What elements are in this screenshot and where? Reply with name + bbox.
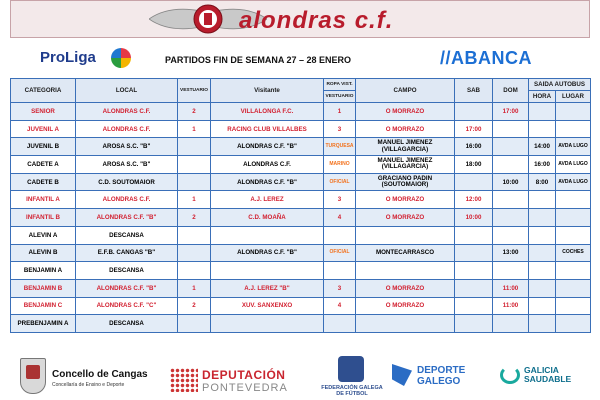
header-dom: DOM xyxy=(493,79,529,103)
cell-local: ALONDRAS C.F. "B" xyxy=(76,279,178,297)
cell-hora: 16:00 xyxy=(529,156,556,174)
cell-local: ALONDRAS C.F. xyxy=(76,191,178,209)
cell-sab: 18:00 xyxy=(455,156,493,174)
cell-dom: 13:00 xyxy=(493,244,529,262)
table-row xyxy=(11,120,591,138)
cangas-name: Concello de Cangas xyxy=(52,369,148,380)
table-row xyxy=(11,191,591,209)
cell-dom: 17:00 xyxy=(493,103,529,121)
fgf-logo xyxy=(312,356,392,400)
header-salida-autobus: SAIDA AUTOBUS xyxy=(529,79,591,91)
cell-campo: O MORRAZO xyxy=(356,209,455,227)
cell-vestuario-visitante: 3 xyxy=(324,191,356,209)
cell-campo: O MORRAZO xyxy=(356,279,455,297)
table-row xyxy=(11,103,591,121)
cell-dom xyxy=(493,209,529,227)
cell-hora xyxy=(529,120,556,138)
cell-lugar xyxy=(556,297,591,315)
table-row xyxy=(11,156,591,174)
header-vestuario-local: VESTUARIO xyxy=(178,79,211,103)
table-row xyxy=(11,262,591,280)
cell-campo xyxy=(356,315,455,333)
cell-sab xyxy=(455,173,493,191)
cell-dom xyxy=(493,191,529,209)
galicia-saudable-mark-icon xyxy=(500,366,520,384)
cell-visitante: A.J. LEREZ "B" xyxy=(211,279,324,297)
cell-vestuario-local: 1 xyxy=(178,279,211,297)
cell-lugar xyxy=(556,191,591,209)
gs-line1: GALICIA xyxy=(524,365,559,375)
fgf-line2: DE FÚTBOL xyxy=(336,391,368,397)
deporte-galego-logo xyxy=(392,360,502,400)
cell-vestuario-local xyxy=(178,156,211,174)
cell-hora: 8:00 xyxy=(529,173,556,191)
cell-lugar: AVDA LUGO xyxy=(556,173,591,191)
cell-local: AROSA S.C. "B" xyxy=(76,138,178,156)
cell-campo: GRACIANO PADIN (SOUTOMAIOR) xyxy=(356,173,455,191)
cell-vestuario-visitante: 4 xyxy=(324,297,356,315)
cell-hora xyxy=(529,297,556,315)
club-banner xyxy=(10,0,590,38)
cell-lugar xyxy=(556,262,591,280)
abanca-logo: //ABANCA xyxy=(440,48,532,68)
cell-campo xyxy=(356,262,455,280)
cell-visitante: XUV. SANXENXO xyxy=(211,297,324,315)
cell-dom: 11:00 xyxy=(493,297,529,315)
fgf-text xyxy=(312,385,392,397)
table-row xyxy=(11,315,591,333)
header-campo: CAMPO xyxy=(356,79,455,103)
cell-vestuario-visitante: 4 xyxy=(324,209,356,227)
cell-visitante xyxy=(211,226,324,244)
cell-vestuario-local xyxy=(178,262,211,280)
cell-categoria: ALEVIN A xyxy=(11,226,76,244)
cell-dom: 11:00 xyxy=(493,279,529,297)
cell-vestuario-visitante: TURQUESA xyxy=(324,138,356,156)
cell-vestuario-local: 2 xyxy=(178,103,211,121)
cell-campo: MONTECARRASCO xyxy=(356,244,455,262)
cell-hora xyxy=(529,103,556,121)
cell-visitante: ALONDRAS C.F. "B" xyxy=(211,173,324,191)
cell-categoria: BENJAMIN B xyxy=(11,279,76,297)
cell-lugar xyxy=(556,209,591,227)
table-row xyxy=(11,138,591,156)
header-ropa-vestuario: ROPA VIST. xyxy=(324,79,356,91)
dg-line2: GALEGO xyxy=(417,376,461,387)
cell-dom xyxy=(493,226,529,244)
table-row xyxy=(11,226,591,244)
cell-hora xyxy=(529,191,556,209)
cell-vestuario-local xyxy=(178,138,211,156)
cell-categoria: SENIOR xyxy=(11,103,76,121)
header-vestuario-visitante: VESTUARIO xyxy=(324,91,356,103)
cell-vestuario-local xyxy=(178,226,211,244)
cell-sab: 10:00 xyxy=(455,209,493,227)
cell-hora xyxy=(529,244,556,262)
cell-vestuario-local: 2 xyxy=(178,297,211,315)
table-row xyxy=(11,209,591,227)
cell-local: ALONDRAS C.F. "B" xyxy=(76,209,178,227)
deputacion-line2: PONTEVEDRA xyxy=(202,382,288,394)
cell-sab xyxy=(455,279,493,297)
cell-local: E.F.B. CANGAS "B" xyxy=(76,244,178,262)
cell-campo: MANUEL JIMENEZ (VILLAGARCIA) xyxy=(356,138,455,156)
fixtures-table xyxy=(10,78,591,333)
cell-vestuario-visitante xyxy=(324,315,356,333)
cell-visitante: C.D. MOAÑA xyxy=(211,209,324,227)
cell-local: ALONDRAS C.F. "C" xyxy=(76,297,178,315)
header-hora: HORA xyxy=(529,91,556,103)
deputacion-dots-icon xyxy=(170,368,198,392)
cell-vestuario-visitante xyxy=(324,262,356,280)
cell-campo: O MORRAZO xyxy=(356,191,455,209)
table-row xyxy=(11,297,591,315)
club-name: alondras c.f. xyxy=(239,7,394,34)
cell-local: ALONDRAS C.F. xyxy=(76,120,178,138)
cangas-sub: Concellaría de Ensino e Deporte xyxy=(52,382,125,388)
cell-visitante xyxy=(211,262,324,280)
cell-sab: 17:00 xyxy=(455,120,493,138)
cell-vestuario-visitante: 1 xyxy=(324,103,356,121)
cell-sab: 12:00 xyxy=(455,191,493,209)
cell-vestuario-local: 1 xyxy=(178,120,211,138)
cell-visitante: RACING CLUB VILLALBES xyxy=(211,120,324,138)
cell-lugar: AVDA LUGO xyxy=(556,156,591,174)
cell-vestuario-visitante: OFICIAL xyxy=(324,173,356,191)
cell-vestuario-visitante: OFICIAL xyxy=(324,244,356,262)
gs-line2: SAUDABLE xyxy=(524,374,572,384)
sponsors-footer xyxy=(0,352,600,400)
cell-sab xyxy=(455,103,493,121)
cell-sab xyxy=(455,315,493,333)
cell-hora xyxy=(529,279,556,297)
cell-dom xyxy=(493,262,529,280)
cell-hora: 14:00 xyxy=(529,138,556,156)
deporte-galego-text xyxy=(417,365,465,387)
cell-categoria: JUVENIL A xyxy=(11,120,76,138)
cell-lugar xyxy=(556,120,591,138)
header-local: LOCAL xyxy=(76,79,178,103)
page-title: PARTIDOS FIN DE SEMANA 27 – 28 ENERO xyxy=(165,55,352,65)
cell-categoria: INFANTIL B xyxy=(11,209,76,227)
cell-vestuario-local xyxy=(178,244,211,262)
cell-local: AROSA S.C. "B" xyxy=(76,156,178,174)
cell-visitante: ALONDRAS C.F. "B" xyxy=(211,244,324,262)
cell-categoria: JUVENIL B xyxy=(11,138,76,156)
cell-vestuario-visitante: 3 xyxy=(324,279,356,297)
cell-vestuario-local xyxy=(178,173,211,191)
cell-categoria: BENJAMIN C xyxy=(11,297,76,315)
proliga-ball-icon xyxy=(111,48,131,68)
cell-campo: O MORRAZO xyxy=(356,103,455,121)
deporte-galego-mark-icon xyxy=(392,364,412,386)
cangas-shield-icon xyxy=(20,358,46,394)
cell-vestuario-local: 2 xyxy=(178,209,211,227)
cell-sab xyxy=(455,262,493,280)
proliga-logo xyxy=(40,48,150,70)
cell-lugar xyxy=(556,103,591,121)
cell-dom xyxy=(493,315,529,333)
cell-local: DESCANSA xyxy=(76,226,178,244)
cell-campo: MANUEL JIMENEZ (VILLAGARCIA) xyxy=(356,156,455,174)
deputacion-logo xyxy=(170,360,300,400)
header-sab: SAB xyxy=(455,79,493,103)
cell-categoria: CADETE B xyxy=(11,173,76,191)
cell-vestuario-visitante: MARINO xyxy=(324,156,356,174)
cell-local: C.D. SOUTOMAIOR xyxy=(76,173,178,191)
cell-visitante: VILLALONGA F.C. xyxy=(211,103,324,121)
cell-hora xyxy=(529,262,556,280)
cell-lugar xyxy=(556,226,591,244)
cell-local: ALONDRAS C.F. xyxy=(76,103,178,121)
cell-dom xyxy=(493,138,529,156)
cell-campo: O MORRAZO xyxy=(356,120,455,138)
cell-hora xyxy=(529,315,556,333)
cell-dom: 10:00 xyxy=(493,173,529,191)
header-visitante: Visitante xyxy=(211,79,324,103)
cell-vestuario-visitante: 3 xyxy=(324,120,356,138)
cell-local: DESCANSA xyxy=(76,315,178,333)
cell-campo: O MORRAZO xyxy=(356,297,455,315)
cell-sab xyxy=(455,244,493,262)
fgf-badge-icon xyxy=(338,356,364,382)
cell-lugar xyxy=(556,315,591,333)
deputacion-line1: DEPUTACIÓN xyxy=(202,368,286,382)
cell-campo xyxy=(356,226,455,244)
cell-vestuario-local xyxy=(178,315,211,333)
cell-visitante: ALONDRAS C.F. xyxy=(211,156,324,174)
cell-lugar xyxy=(556,279,591,297)
cell-lugar: COCHES xyxy=(556,244,591,262)
cell-visitante: ALONDRAS C.F. "B" xyxy=(211,138,324,156)
cell-sab xyxy=(455,226,493,244)
cell-vestuario-local: 1 xyxy=(178,191,211,209)
cell-categoria: BENJAMIN A xyxy=(11,262,76,280)
cell-dom xyxy=(493,120,529,138)
header-lugar: LUGAR xyxy=(556,91,591,103)
cell-sab: 16:00 xyxy=(455,138,493,156)
cell-hora xyxy=(529,226,556,244)
cell-vestuario-visitante xyxy=(324,226,356,244)
cell-categoria: PREBENJAMIN A xyxy=(11,315,76,333)
proliga-label: ProLiga xyxy=(40,49,96,66)
table-row xyxy=(11,173,591,191)
cell-categoria: ALEVIN B xyxy=(11,244,76,262)
galicia-saudable-logo xyxy=(500,360,600,400)
fgf-line1: FEDERACIÓN GALEGA xyxy=(321,385,383,391)
cell-categoria: INFANTIL A xyxy=(11,191,76,209)
cell-hora xyxy=(529,209,556,227)
cell-local: DESCANSA xyxy=(76,262,178,280)
table-row xyxy=(11,244,591,262)
cell-visitante: A.J. LEREZ xyxy=(211,191,324,209)
concello-cangas-logo xyxy=(20,358,160,398)
cell-lugar: AVDA LUGO xyxy=(556,138,591,156)
dg-line1: DEPORTE xyxy=(417,365,466,376)
galicia-saudable-text xyxy=(524,366,571,384)
cell-visitante xyxy=(211,315,324,333)
cell-categoria: CADETE A xyxy=(11,156,76,174)
table-row xyxy=(11,279,591,297)
cell-sab xyxy=(455,297,493,315)
cell-dom xyxy=(493,156,529,174)
header-categoria: CATEGORIA xyxy=(11,79,76,103)
